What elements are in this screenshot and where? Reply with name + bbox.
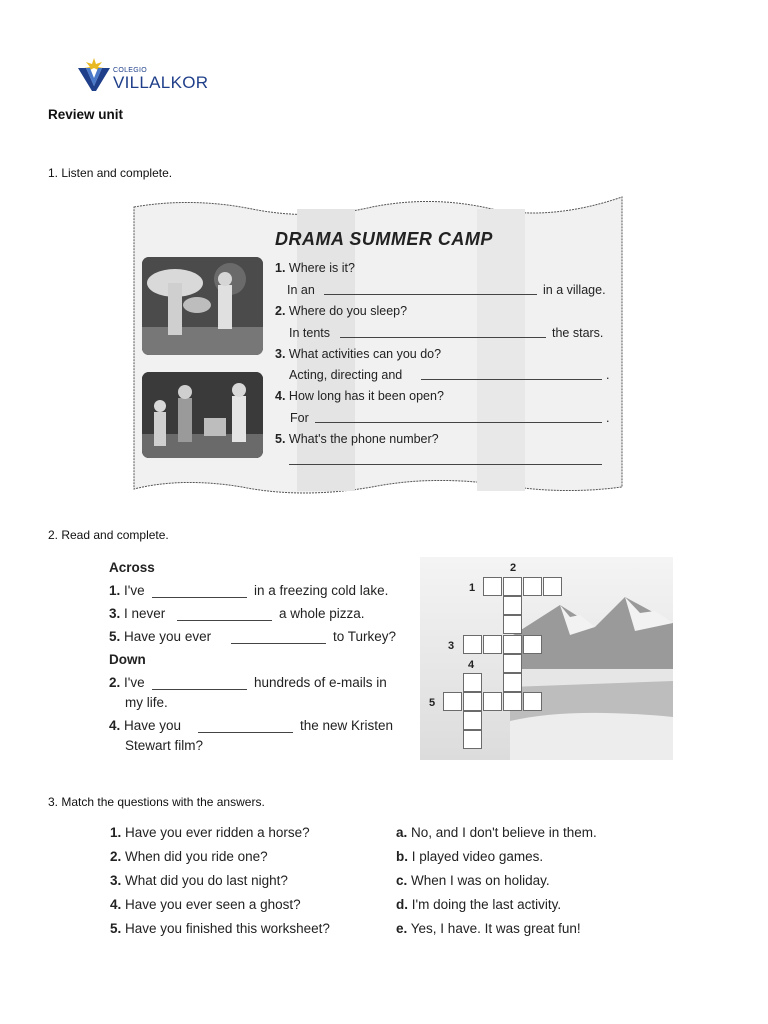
- logo-name: VILLALKOR: [113, 73, 209, 92]
- q5-number: 5.: [275, 432, 286, 446]
- crossword-cell[interactable]: [503, 577, 522, 596]
- match-q3: What did you do last night?: [125, 873, 288, 888]
- down-4-suffix: the new Kristen: [300, 718, 394, 733]
- q1-text: Where is it?: [288, 261, 355, 275]
- q2-text: Where do you sleep?: [288, 304, 408, 318]
- a2-suffix: the stars.: [552, 326, 604, 340]
- match-answer-c: When I was on holiday.: [411, 873, 550, 888]
- across-5-prefix: Have you ever: [124, 629, 212, 644]
- across-3-suffix: a whole pizza.: [279, 606, 365, 621]
- section-3-instruction: 3. Match the questions with the answers.: [48, 795, 265, 809]
- match-q5: Have you finished this worksheet?: [125, 921, 330, 936]
- down-2-number: 2.: [109, 675, 121, 690]
- match-b-letter: b.: [396, 849, 408, 864]
- crossword-cell[interactable]: [503, 673, 522, 692]
- across-1-blank[interactable]: [152, 597, 247, 598]
- down-4-number: 4.: [109, 718, 121, 733]
- match-answer-b: I played video games.: [411, 849, 544, 864]
- q4-text: How long has it been open?: [288, 389, 444, 403]
- match-q1-number: 1.: [110, 825, 122, 840]
- a3-suffix: .: [606, 368, 610, 382]
- match-answer-e: Yes, I have. It was great fun!: [410, 921, 581, 936]
- photo-theater-actors: [142, 372, 263, 458]
- down-2-suffix: hundreds of e-mails in: [254, 675, 387, 690]
- across-1-suffix: in a freezing cold lake.: [254, 583, 389, 598]
- section-2-instruction: 2. Read and complete.: [48, 528, 169, 542]
- a4-suffix: .: [606, 411, 610, 425]
- down-4-continuation: Stewart film?: [125, 738, 204, 753]
- across-5-blank[interactable]: [231, 643, 326, 644]
- crossword-cell[interactable]: [463, 635, 482, 654]
- match-q5-number: 5.: [110, 921, 122, 936]
- match-q2: When did you ride one?: [125, 849, 268, 864]
- crossword-cell[interactable]: [543, 577, 562, 596]
- a4-prefix: For: [290, 411, 309, 425]
- school-logo: [76, 56, 216, 92]
- across-heading: Across: [109, 560, 155, 575]
- drama-camp-card: [132, 195, 624, 495]
- down-2-prefix: I've: [124, 675, 145, 690]
- answer-blank-1[interactable]: [324, 294, 537, 295]
- crossword-cell[interactable]: [503, 692, 522, 711]
- crossword-cell[interactable]: [483, 635, 502, 654]
- match-q1: Have you ever ridden a horse?: [125, 825, 310, 840]
- card-title: DRAMA SUMMER CAMP: [275, 229, 493, 249]
- across-3-blank[interactable]: [177, 620, 272, 621]
- match-c-letter: c.: [396, 873, 408, 888]
- crossword-cell[interactable]: [523, 635, 542, 654]
- photo-mushroom-stage: [142, 257, 263, 355]
- match-q2-number: 2.: [110, 849, 122, 864]
- match-e-letter: e.: [396, 921, 408, 936]
- crossword-cell[interactable]: [463, 711, 482, 730]
- logo-subtitle: COLEGIO: [113, 67, 147, 74]
- a1-prefix: In an: [287, 283, 315, 297]
- grid-number-3: 3: [448, 640, 455, 652]
- down-2-continuation: my life.: [125, 695, 168, 710]
- crossword-cell[interactable]: [463, 730, 482, 749]
- a1-suffix: in a village.: [543, 283, 606, 297]
- q3-text: What activities can you do?: [288, 347, 442, 361]
- match-answer-d: I'm doing the last activity.: [411, 897, 562, 912]
- answer-blank-4[interactable]: [315, 422, 602, 423]
- match-d-letter: d.: [396, 897, 408, 912]
- crossword-cell[interactable]: [463, 692, 482, 711]
- crossword-cell[interactable]: [523, 692, 542, 711]
- q4-number: 4.: [275, 389, 286, 403]
- answer-blank-2[interactable]: [340, 337, 546, 338]
- q1-number: 1.: [275, 261, 286, 275]
- answer-blank-3[interactable]: [421, 379, 602, 380]
- page-title: Review unit: [48, 107, 124, 122]
- answer-blank-5[interactable]: [289, 464, 602, 465]
- match-a-letter: a.: [396, 825, 408, 840]
- crossword-cell[interactable]: [463, 673, 482, 692]
- a3-prefix: Acting, directing and: [289, 368, 403, 382]
- match-q3-number: 3.: [110, 873, 122, 888]
- across-5-suffix: to Turkey?: [333, 629, 397, 644]
- crossword-cell[interactable]: [503, 596, 522, 615]
- crossword-cell[interactable]: [483, 577, 502, 596]
- down-heading: Down: [109, 652, 146, 667]
- crossword-cell[interactable]: [443, 692, 462, 711]
- q3-number: 3.: [275, 347, 286, 361]
- q5-text: What's the phone number?: [288, 432, 439, 446]
- down-4-prefix: Have you: [124, 718, 182, 733]
- crossword-cell[interactable]: [503, 635, 522, 654]
- across-3-prefix: I never: [124, 606, 166, 621]
- match-q4-number: 4.: [110, 897, 122, 912]
- crossword-cell[interactable]: [503, 654, 522, 673]
- crossword-cell[interactable]: [483, 692, 502, 711]
- across-3-number: 3.: [109, 606, 121, 621]
- a2-prefix: In tents: [289, 326, 330, 340]
- down-4-blank[interactable]: [198, 732, 293, 733]
- crossword-cell[interactable]: [523, 577, 542, 596]
- match-q4: Have you ever seen a ghost?: [125, 897, 301, 912]
- across-5-number: 5.: [109, 629, 121, 644]
- crossword-cell[interactable]: [503, 615, 522, 634]
- across-1-prefix: I've: [124, 583, 145, 598]
- grid-number-5: 5: [429, 697, 436, 709]
- section-1-instruction: 1. Listen and complete.: [48, 166, 173, 180]
- grid-number-4: 4: [468, 659, 475, 671]
- logo-mark-icon: [76, 56, 112, 92]
- across-1-number: 1.: [109, 583, 121, 598]
- down-2-blank[interactable]: [152, 689, 247, 690]
- grid-number-2: 2: [510, 562, 517, 574]
- match-answer-a: No, and I don't believe in them.: [411, 825, 597, 840]
- grid-number-1: 1: [469, 582, 476, 594]
- q2-number: 2.: [275, 304, 286, 318]
